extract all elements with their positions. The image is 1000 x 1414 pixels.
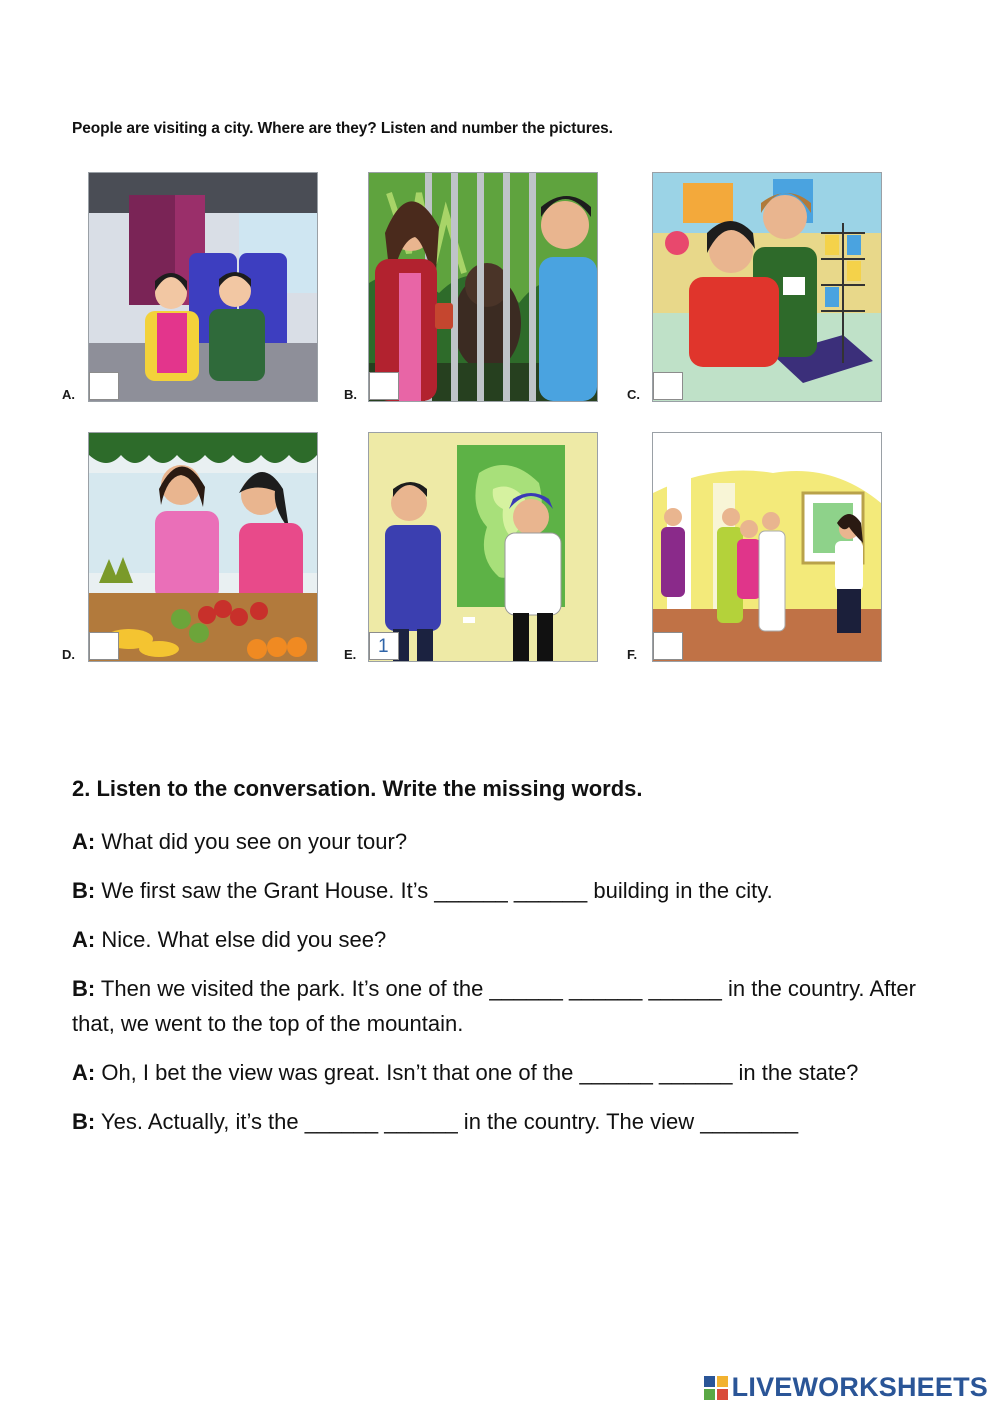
picture-b-answer-box[interactable]	[369, 372, 399, 400]
train-illustration	[89, 173, 317, 401]
picture-a-answer-box[interactable]	[89, 372, 119, 400]
picture-f-answer-box[interactable]	[653, 632, 683, 660]
picture-e-letter: E.	[344, 647, 357, 662]
exercise-2	[72, 776, 932, 1153]
picture-e-answer-box[interactable]: 1	[369, 632, 399, 660]
speaker-label: B:	[72, 1109, 96, 1134]
picture-c-gift-shop	[652, 172, 882, 402]
dialogue-text: What did you see on your tour?	[95, 829, 408, 854]
picture-c-letter: C.	[627, 387, 640, 402]
picture-c-answer-box[interactable]	[653, 372, 683, 400]
liveworksheets-brand-text: LIVEWORKSHEETS	[731, 1372, 988, 1402]
speaker-label: B:	[72, 878, 96, 903]
market-illustration	[89, 433, 317, 661]
liveworksheets-logo	[704, 1372, 988, 1403]
picture-a-letter: A.	[62, 387, 75, 402]
dialogue-text: Then we visited the park. It’s one of the ______ ______ ______ in the country. After that, we went to the top of the mountain.	[72, 976, 916, 1036]
dialogue-text: Oh, I bet the view was great. Isn’t that one of the ______ ______ in the state?	[95, 1060, 859, 1085]
exercise-1-instruction: People are visiting a city. Where are they? Listen and number the pictures.	[72, 120, 613, 137]
dialogue-line	[72, 873, 932, 908]
picture-f-letter: F.	[627, 647, 638, 662]
picture-f-museum-tour	[652, 432, 882, 662]
dialogue-text: Nice. What else did you see?	[95, 927, 387, 952]
speaker-label: A:	[72, 829, 96, 854]
dialogue-line	[72, 1055, 932, 1090]
speaker-label: A:	[72, 927, 96, 952]
gift-shop-illustration	[653, 173, 881, 401]
dialogue-line	[72, 971, 932, 1041]
dialogue-line	[72, 922, 932, 957]
picture-b-letter: B.	[344, 387, 357, 402]
speaker-label: A:	[72, 1060, 96, 1085]
dialogue-line	[72, 824, 932, 859]
picture-d-market	[88, 432, 318, 662]
dialogue-text: We first saw the Grant House. It’s ______ ______ building in the city.	[95, 878, 773, 903]
dialogue-line	[72, 1104, 932, 1139]
picture-d-letter: D.	[62, 647, 75, 662]
zoo-illustration	[369, 173, 597, 401]
speaker-label: B:	[72, 976, 96, 1001]
picture-d-answer-box[interactable]	[89, 632, 119, 660]
art-gallery-illustration	[369, 433, 597, 661]
picture-b-zoo	[368, 172, 598, 402]
picture-e-art-gallery	[368, 432, 598, 662]
dialogue-text: Yes. Actually, it’s the ______ ______ in the country. The view ________	[95, 1109, 799, 1134]
logo-grid-icon	[704, 1376, 728, 1400]
exercise-2-heading: 2. Listen to the conversation. Write the missing words.	[72, 776, 643, 801]
picture-a-train	[88, 172, 318, 402]
museum-tour-illustration	[653, 433, 881, 661]
